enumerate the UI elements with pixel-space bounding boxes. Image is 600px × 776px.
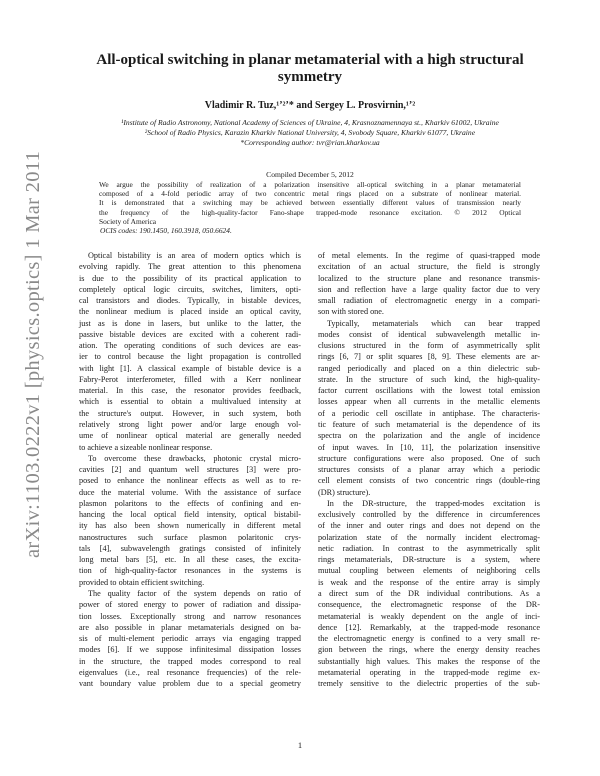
body-line: netic radiation. In contrast to the asymmetrically split [318,543,540,553]
ocis-codes: OCIS codes: 190.1450, 160.3918, 050.6624. [100,226,232,236]
body-line: localized to the structure plane and resonance transmis- [318,273,540,283]
body-line: (DR) structure). [318,487,371,497]
body-line: a direct sum of the DR individual contributions. As a [318,588,540,598]
body-line: cell element consists of two concentric rings (double-ring [318,476,540,486]
body-line: ier to control because the light propagation is controlled [79,352,301,362]
body-line: metamaterial is weakly dependent on the angle of inci- [318,611,540,621]
body-line: relatively strong light power and/or large enough vol- [79,419,301,429]
body-line: tion of high-quality-factor resonances in the systems is [79,566,301,576]
paper-title [80,52,540,86]
body-line: of input waves. In [10, 11], the polarization insensitive [318,442,540,452]
body-line: just as is done in lasers, but unlike to the latter, the [79,318,301,328]
body-line: is weak and the response of the entire array is simply [318,577,540,587]
abstract-line: the frequency of the high-quality-factor Fano-shape trapped-mode resonance excitation. © 2012 Optical [99,207,521,217]
body-line: metamaterial operating in the trapped-mode regime ex- [318,667,540,677]
affiliation-2: ²School of Radio Physics, Karazin Kharkiv National University, 4, Svobody Square, Kharkiv 61077, Ukraine [144,128,476,137]
body-line: sion and reflection have a large quality factor due to very [318,284,540,294]
body-line: are also possible in planar metamaterials designed on ba- [79,622,301,632]
body-line: ume of nonlinear optical material are generally needed [79,431,301,441]
right-column [318,250,540,689]
abstract-line: It is demonstrated that a switching may be achieved between essentially different values of transmission nearly [99,198,521,208]
body-line: tion losses. Exceptionally strong and narrow resonances [79,611,301,621]
body-line: The quality factor of the system depends on ratio of [88,588,301,598]
body-line: sis of multi-element periodic arrays via engaging trapped [79,634,301,644]
body-line: In the DR-structure, the trapped-modes excitation is [327,498,540,508]
body-line: cal transistors and diodes. Typically, in bistable devices, [79,296,301,306]
affiliation-1: ¹Institute of Radio Astronomy, National Academy of Sciences of Ukraine, 4, Krasnoznamennaya st., Kharkiv 61002, Ukraine [121,118,499,127]
body-line: material. In this case, the resonator provides feedback, [79,386,301,396]
arxiv-identifier: arXiv:1103.0222v1 [physics.optics] 1 Mar 2011 [22,150,44,558]
body-line: rings [6, 7] or split squares [8, 9]. These elements are ar- [318,352,540,362]
body-line: of the inner and outer rings and does not depend on the [318,521,540,531]
author-list: Vladimir R. Tuz,¹ʼ²ʼ* and Sergey L. Prosvirnin,¹ʼ² [204,100,416,111]
body-line: To overcome these drawbacks, photonic crystal micro- [88,453,301,463]
body-line: which is essential to obtain a multivalued intensity at [79,397,301,407]
body-line: of a periodic cell oscillate in antiphase. The characteris- [318,408,540,418]
body-line: modes consist of identical subwavelength metallic in- [318,329,540,339]
body-line: power of stored energy to power of radiation and dissipa- [79,600,301,610]
body-line: rings metamaterials, DR-structure is a system, where [318,555,540,565]
body-line: small radiation of electromagnetic energy in a compari- [318,296,540,306]
body-line: clusions structured in the form of asymmetrically split [318,341,540,351]
body-line: ation. The operating conditions of such devices are eas- [79,341,301,351]
body-line: gion between the rings, where the energy density reaches [318,645,540,655]
body-line: strate. In the structure of such kind, the high-quality- [318,374,540,384]
body-line: factor current oscillations with the lowest total emission [318,386,540,396]
body-line: modes [6]. If we suppose infinitesimal dissipation losses [79,645,301,655]
body-line: long metal bars [5], etc. In all these cases, the excita- [79,555,301,565]
body-line: tic feature of such metamaterial is the dependence of its [318,419,540,429]
body-line: hancing the local optical field intensity, optical bistabil- [79,510,301,520]
body-line: the nonlinear medium is placed inside an optical cavity, [79,307,301,317]
body-line: is due to the possibility of its practical application to [79,273,301,283]
body-line: passive bistable devices are excited with a coherent radi- [79,329,301,339]
body-line: to achieve a sizeable nonlinear response. [79,442,213,452]
abstract-line: composed of a 4-fold periodic array of two concentric metal rings placed on a substrate of nonlinear material. [99,189,521,199]
body-line: spectra on the polarization and the angle of incidence [318,431,540,441]
body-line: ity has also been shown numerically in different metal [79,521,301,531]
body-line: nanostructures such surface plasmon polaritonic crys- [79,532,301,542]
body-line: vant boundary value problem due to a special geometry [79,679,301,689]
body-line: structures consists of a planar array which a periodic [318,465,540,475]
body-line: posed to enhance the nonlinear effects as well as to re- [79,476,301,486]
body-line: losses appear when all currents in the metallic elements [318,397,540,407]
page-number: 1 [297,740,303,750]
body-line: dence [12]. Remarkably, at the trapped-mode resonance [318,622,540,632]
body-line: completely optical logic circuits, switches, limiters, opti- [79,284,301,294]
body-line: polarization state of the normally incident electromag- [318,532,540,542]
title-line: All-optical switching in planar metamaterial with a high structural [96,52,524,68]
body-line: duce the material volume. With the assistance of surface [79,487,301,497]
body-line: tals [4], subwavelength gratings consisted of infinitely [79,543,301,553]
title-line: symmetry [277,69,343,85]
body-line: consequence, the electromagnetic response of the DR- [318,600,540,610]
body-line: the structure's output. However, in such system, both [79,408,301,418]
body-line: Optical bistability is an area of modern optics which is [88,251,301,260]
compiled-date: Compiled December 5, 2012 [266,170,354,179]
body-line: Typically, metamaterials which can bear trapped [327,318,540,328]
body-line: ranged periodically and placed on a thin dielectric sub- [318,363,540,373]
body-line: with light [1]. A classical example of bistable device is a [79,363,301,373]
body-line: son with stored one. [318,307,384,317]
abstract-line: Society of America [99,216,157,226]
body-line: mutual coupling between elements of neighboring cells [318,566,540,576]
body-line: provided to obtain efficient switching. [79,577,205,587]
body-line: cavities [2] and quantum well structures [3] were pro- [79,465,301,475]
body-line: Fabry-Perot interferometer, filled with a Kerr nonlinear [79,374,301,384]
corresponding-author: *Corresponding author: tvr@rian.kharkov.ua [240,138,380,147]
body-line: exclusively controlled by the difference in circumferences [318,510,540,520]
body-line: substantially high values. This makes the response of the [318,656,540,666]
body-line: tremely sensitive to the dielectric properties of the sub- [318,679,540,689]
body-line: eigenvalues (i.e., real resonance frequencies) of the rele- [79,667,301,677]
body-line: in the structure, the trapped modes correspond to real [79,656,301,666]
abstract-line: We argue the possibility of realization of a polarization insensitive all-optical switching in a planar metamaterial [99,180,521,189]
body-line: of metal elements. In the regime of quasi-trapped mode [318,251,540,260]
body-line: excitation of an actual structure, the field is strongly [318,262,540,272]
body-line: the electromagnetic energy is confined to a very small re- [318,634,540,644]
body-line: structure configurations were also proposed. One of such [318,453,540,463]
body-line: evolving rapidly. The great attention to this phenomena [79,262,301,272]
abstract [99,180,521,235]
body-line: plasmon polaritons to the effects of confining and en- [79,498,301,508]
left-column [79,250,301,689]
